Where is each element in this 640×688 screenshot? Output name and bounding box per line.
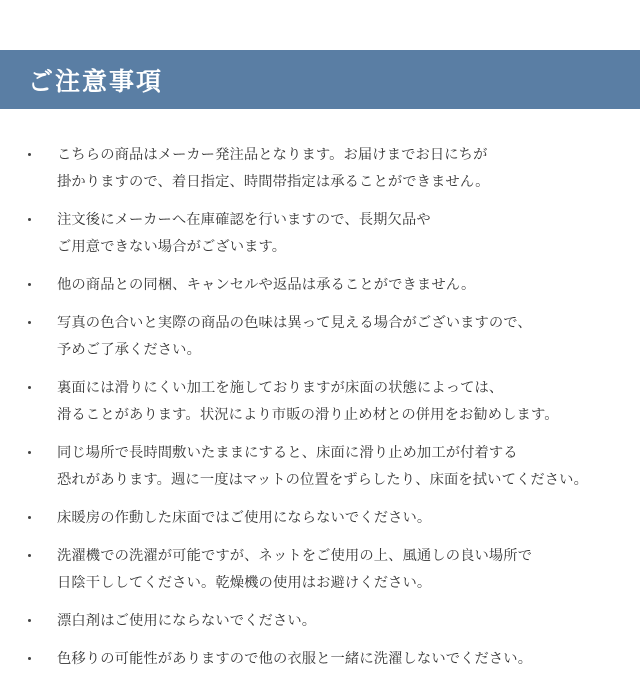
notice-item-3 (0, 272, 640, 299)
notice-list (0, 142, 640, 684)
notice-item-10 (0, 646, 640, 673)
notice-item-8 (0, 543, 640, 597)
notice-line: 掛かりますので、着日指定、時間帯指定は承ることができません。 (57, 174, 490, 190)
section-header-bar (0, 50, 640, 109)
bullet-icon (28, 657, 31, 660)
notice-line: 予めご了承ください。 (57, 342, 201, 358)
bullet-icon (28, 153, 31, 156)
bullet-icon (28, 554, 31, 557)
notice-line: 日陰干ししてください。乾燥機の使用はお避けください。 (57, 575, 432, 591)
notice-line: 写真の色合いと実際の商品の色味は異って見える場合がございますので、 (57, 315, 532, 331)
notice-line: 同じ場所で長時間敷いたままにすると、床面に滑り止め加工が付着する (57, 445, 518, 461)
notice-item-9 (0, 608, 640, 635)
notice-line: 他の商品との同梱、キャンセルや返品は承ることができません。 (57, 277, 476, 293)
notice-item-6 (0, 440, 640, 494)
bullet-icon (28, 218, 31, 221)
notice-item-4 (0, 310, 640, 364)
notice-item-2 (0, 207, 640, 261)
bullet-icon (28, 283, 31, 286)
notice-line: こちらの商品はメーカー発注品となります。お届けまでお日にちが (57, 147, 488, 163)
notice-line: 恐れがあります。週に一度はマットの位置をずらしたり、床面を拭いてください。 (57, 472, 588, 488)
notice-item-7 (0, 505, 640, 532)
bullet-icon (28, 619, 31, 622)
notice-line: ご用意できない場合がございます。 (57, 239, 287, 255)
notice-line: 滑ることがあります。状況により市販の滑り止め材との併用をお勧めします。 (57, 407, 559, 423)
bullet-icon (28, 516, 31, 519)
notice-item-1 (0, 142, 640, 196)
notice-line: 裏面には滑りにくい加工を施しておりますが床面の状態によっては、 (57, 380, 504, 396)
notice-line: 床暖房の作動した床面ではご使用にならないでください。 (57, 510, 432, 526)
notice-line: 色移りの可能性がありますので他の衣服と一緒に洗濯しないでください。 (57, 651, 533, 667)
notice-line: 注文後にメーカーへ在庫確認を行いますので、長期欠品や (57, 212, 431, 228)
notice-item-5 (0, 375, 640, 429)
bullet-icon (28, 451, 31, 454)
bullet-icon (28, 321, 31, 324)
notice-line: 洗濯機での洗濯が可能ですが、ネットをご使用の上、風通しの良い場所で (57, 548, 533, 564)
bullet-icon (28, 386, 31, 389)
notice-line: 漂白剤はご使用にならないでください。 (57, 613, 317, 629)
section-title: ご注意事項 (28, 66, 164, 96)
